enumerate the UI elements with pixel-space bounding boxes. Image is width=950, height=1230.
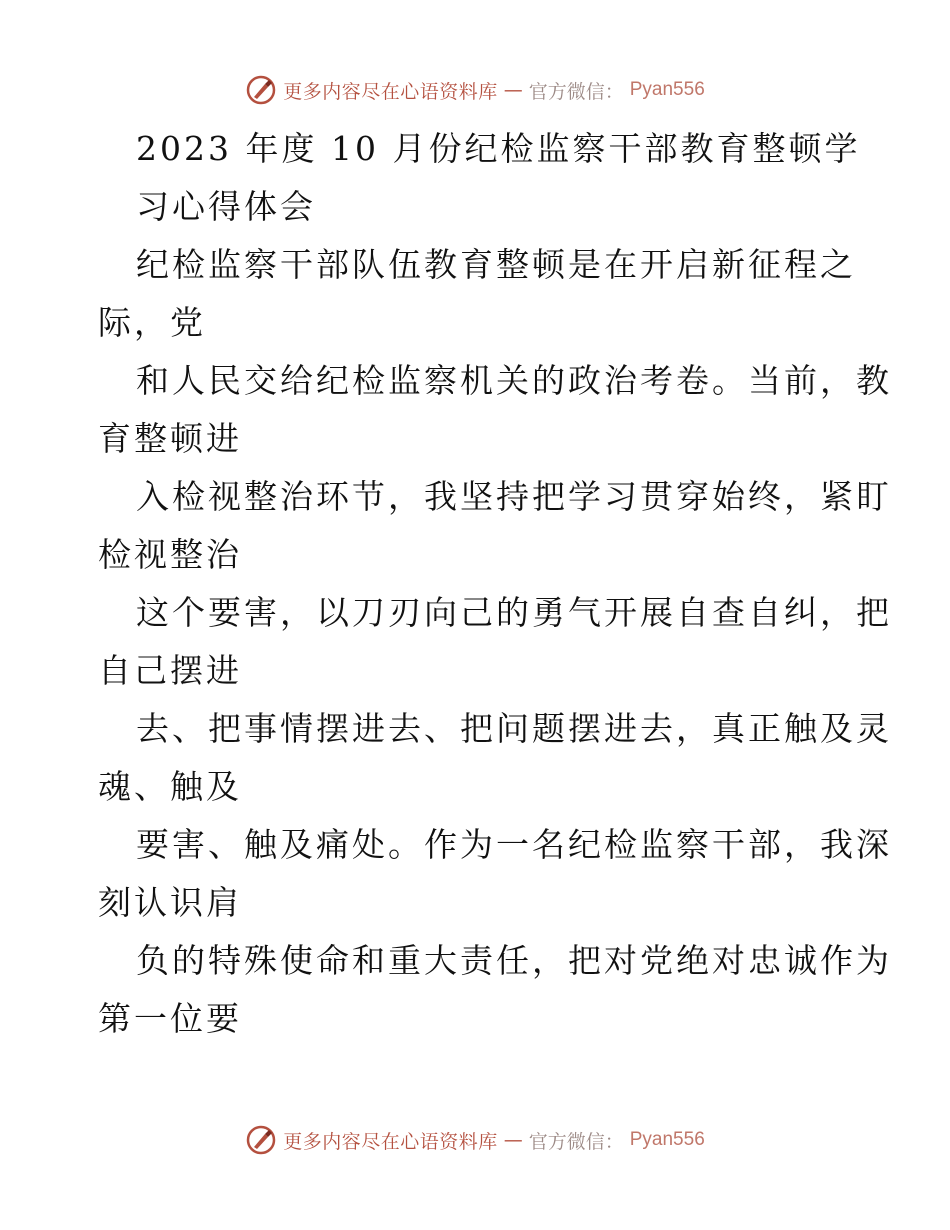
document-text-line: 自己摆进 [98,651,242,690]
watermark-site-text: 更多内容尽在心语资料库 [283,1130,498,1153]
document-text-line: 育整顿进 [98,419,242,458]
document-text-line: 要害、触及痛处。作为一名纪检监察干部，我深 [136,825,892,864]
watermark-official-text: 官方微信： [528,80,624,103]
footer-watermark [0,1120,950,1160]
document-text-line: 检视整治 [98,535,242,574]
document-title-line-2: 习心得体会 [136,187,316,226]
document-title-line-1: 2023 年度 10 月份纪检监察干部教育整顿学 [136,129,861,168]
watermark-separator: — [503,1129,523,1151]
pen-seal-logo-icon [245,1124,277,1156]
document-text-line: 和人民交给纪检监察机关的政治考卷。当前，教 [136,361,892,400]
document-text-line: 入检视整治环节，我坚持把学习贯穿始终，紧盯 [136,477,892,516]
watermark-site-text: 更多内容尽在心语资料库 [283,80,498,103]
document-text-line: 这个要害，以刀刃向己的勇气开展自查自纠，把 [136,593,892,632]
document-text-line: 际，党 [98,303,206,342]
document-text-line: 刻认识肩 [98,883,242,922]
document-text-line: 负的特殊使命和重大责任，把对党绝对忠诚作为 [136,941,892,980]
document-text-line: 第一位要 [98,999,242,1038]
document-text-line: 纪检监察干部队伍教育整顿是在开启新征程之 [136,245,856,284]
watermark-wechat-id: Pyan556 [629,1129,705,1150]
document-paragraph [98,236,892,1048]
header-watermark [0,70,950,110]
document-text-line: 魂、触及 [98,767,242,806]
watermark-official-text: 官方微信： [528,1130,624,1153]
document-text-line: 去、把事情摆进去、把问题摆进去，真正触及灵 [136,709,892,748]
watermark-separator: — [503,79,523,101]
document-body [98,120,892,1048]
watermark-wechat-id: Pyan556 [629,79,705,100]
pen-seal-logo-icon [245,74,277,106]
